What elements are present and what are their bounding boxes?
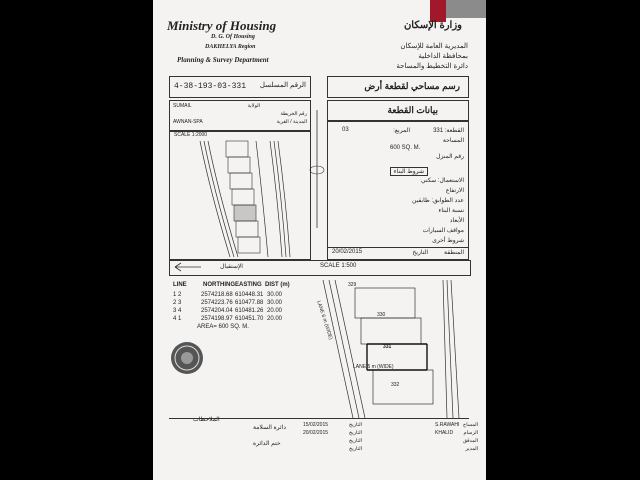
- row1-easting: 610448.31: [235, 292, 264, 298]
- subject-plot-331: 331: [383, 344, 392, 350]
- dg-title-ar: المديرية العامة للإسكان: [400, 43, 468, 50]
- location-box: [169, 100, 311, 132]
- area-total: AREA= 600 SQ. M.: [197, 324, 249, 330]
- north-arrow-icon: [305, 110, 329, 230]
- block-label: المربع: [394, 128, 410, 134]
- serial-label: الرقم المسلسل: [259, 82, 306, 89]
- plot-info-box: القطعة: 331 المربع: 03 المساحة 600 SQ. M. رقم المنزل شروط البناء الاستعمال: سكني الارتفاع عدد الطوابق: طابقين نسبة البناء الأبعاد مواقف السيارات شروط أخرى 20/02/2015 التاريخ المنطقة: [327, 120, 469, 260]
- dg-title-en: D. G. Of Housing: [211, 34, 255, 40]
- doc-title: رسم مساحي لقطعة أرض: [364, 81, 460, 91]
- row4-line: 4 1: [173, 316, 182, 322]
- row4-easting: 610451.70: [235, 316, 264, 322]
- date-1: 15/02/2015: [303, 422, 329, 428]
- dept-title-ar: دائرة التخطيط والمساحة: [396, 63, 468, 70]
- region-label: المنطقة: [444, 250, 464, 256]
- plot-info-heading-box: [327, 100, 469, 122]
- neighbor-plot-329: 329: [348, 282, 357, 288]
- setbacks-label: الأبعاد: [449, 218, 464, 224]
- col-line: LINE: [173, 282, 187, 288]
- surveyor-label: المساح: [462, 422, 478, 428]
- row4-northing: 2574198.97: [201, 316, 233, 322]
- region-title-en: DAKHELYA Region: [205, 44, 256, 50]
- location-map-drawing: [170, 131, 310, 259]
- plot-date: 20/02/2015: [332, 249, 363, 255]
- date-3-label: التاريخ: [349, 438, 362, 444]
- house-no-label: رقم المنزل: [436, 154, 464, 160]
- official-seal-icon: [169, 340, 205, 376]
- row3-dist: 20.00: [267, 308, 283, 314]
- town-value: AWNAN-SPA: [173, 119, 203, 125]
- doc-title-box: [327, 76, 469, 98]
- detail-scale: SCALE 1:500: [320, 263, 357, 269]
- parking-label: مواقف السيارات: [422, 228, 464, 234]
- date-4-label: التاريخ: [349, 446, 362, 452]
- row2-easting: 610477.88: [235, 300, 264, 306]
- north-label: الإستقبال: [220, 264, 243, 270]
- notes-label: الملاحظات: [193, 417, 220, 423]
- serial-number: 4-38-193-03-331: [174, 82, 247, 91]
- neighbor-plot-330: 330: [377, 312, 386, 318]
- town-label: المدينة / القرية: [276, 119, 307, 125]
- plot-label: القطعة: [446, 128, 464, 134]
- lane-label-2: LANE 5 m (WIDE): [353, 364, 394, 370]
- area-label: المساحة: [442, 138, 464, 144]
- row3-northing: 2574204.04: [201, 308, 233, 314]
- other-conditions-label: شروط أخرى: [432, 238, 464, 244]
- checker-label: المدقق: [463, 438, 478, 444]
- survey-document: [153, 0, 486, 480]
- col-easting: EASTING: [235, 282, 262, 288]
- location-scale: SCALE 1:2000: [174, 132, 208, 138]
- plot-date-label: التاريخ: [412, 250, 428, 256]
- dept-title-en: Planning & Survey Department: [177, 56, 269, 64]
- draftsman-name: KHALID: [435, 430, 454, 436]
- sheet-label: رقم الخريطة: [280, 111, 307, 117]
- row2-northing: 2574223.76: [201, 300, 233, 306]
- plot-info-heading: بيانات القطعة: [387, 105, 438, 115]
- row3-line: 3 4: [173, 308, 182, 314]
- col-northing: NORTHING: [203, 282, 235, 288]
- stamp-label: ختم الدائرة: [253, 441, 281, 447]
- use-value: سكني: [421, 178, 437, 184]
- area-value: 600 SQ. M.: [390, 145, 421, 151]
- surveyor-name: S.RAWAHI: [435, 422, 460, 428]
- wilayat-value: SUMAIL: [173, 103, 192, 109]
- row1-northing: 2574218.68: [201, 292, 233, 298]
- row1-dist: 30.00: [267, 292, 283, 298]
- row2-line: 2 3: [173, 300, 182, 306]
- floors-value: طابقين: [412, 198, 430, 204]
- floors-label: عدد الطوابق: [433, 198, 464, 204]
- neighbor-plot-332: 332: [391, 382, 400, 388]
- left-black-margin: [0, 0, 153, 480]
- right-black-margin: [486, 0, 640, 480]
- date-2: 20/02/2015: [303, 430, 329, 436]
- ministry-title-en: Ministry of Housing: [167, 18, 277, 33]
- use-label: الاستعمال: [439, 178, 464, 184]
- ratio-label: نسبة البناء: [438, 208, 464, 214]
- col-dist: DIST (m): [265, 282, 290, 288]
- lane-label-1: LANE 6 m (WIDE): [315, 300, 334, 341]
- serial-box: [169, 76, 311, 98]
- draftsman-label: الرسام: [463, 430, 478, 436]
- ministry-title-ar: وزارة الإسكان: [403, 20, 462, 31]
- plot-number: 331: [433, 128, 444, 134]
- date-1-label: التاريخ: [349, 422, 362, 428]
- row1-line: 1 2: [173, 292, 182, 298]
- row3-easting: 610481.26: [235, 308, 264, 314]
- block-number: 03: [342, 127, 349, 133]
- seal-label: دائرة السلامة: [253, 425, 286, 431]
- row2-dist: 30.00: [267, 300, 283, 306]
- director-label: المدير: [465, 446, 478, 452]
- arrow-left-icon: [173, 260, 203, 274]
- row4-dist: 20.00: [267, 316, 283, 322]
- conditions-heading: شروط البناء: [390, 167, 428, 176]
- region-title-ar: بمحافظة الداخلية: [418, 53, 468, 60]
- location-map: [169, 130, 311, 260]
- red-tab-mark: [430, 0, 446, 22]
- height-label: الارتفاع: [445, 188, 464, 194]
- wilayat-label: الولاية: [247, 103, 260, 109]
- date-2-label: التاريخ: [349, 430, 362, 436]
